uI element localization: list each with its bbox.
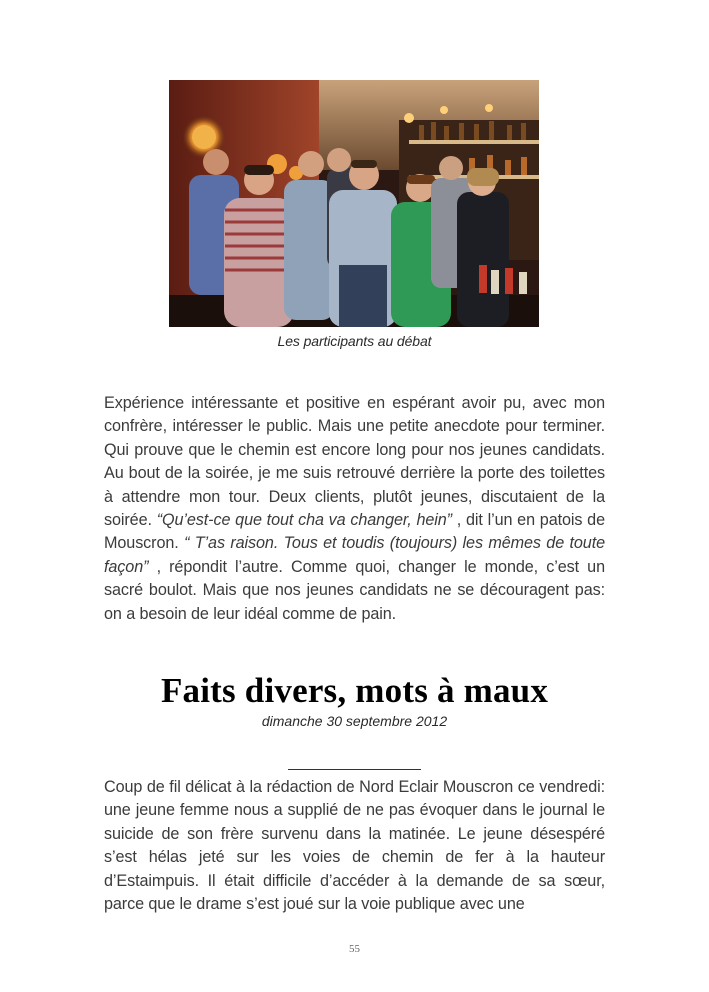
quote: “ T’as raison. Tous et toudis (toujours) les mêmes de toute façon” [104, 534, 606, 576]
paragraph-text: , dit l’un en patois de Mouscron. [104, 511, 605, 553]
page-number: 55 [349, 943, 360, 955]
article-title: Faits divers, mots à maux [160, 671, 549, 710]
article-date: dimanche 30 septembre 2012 [261, 713, 448, 729]
quote: “Qu’est-ce que tout cha va changer, hein” [156, 511, 452, 530]
article-paragraph: Coup de fil délicat à la rédaction de Nord Eclair Mouscron ce vendredi: une jeune femme nous a supplié de ne pas évoquer dans le journal le suicide de son frère survenu dans la matinée. Le jeune désespéré s’est hélas jeté sur les voies de chemin de fer à la hauteur d’Estaimpuis. Il était difficile d’accéder à la demande de sa sœur, parce que le drame s’est joué sur la voie publique avec une [104, 778, 605, 914]
article-paragraph [104, 392, 605, 626]
paragraph-text: , répondit l’autre. Comme quoi, changer le monde, c’est un sacré boulot. Mais que nos jeunes candidats ne se découragent pas: on a besoin de leur idéal comme de pain. [104, 557, 605, 623]
paragraph-text: Expérience intéressante et positive en espérant avoir pu, avec mon confrère, intéresser le public. Mais une petite anecdote pour terminer. Qui prouve que le chemin est encore long pour nos jeunes candidats. Au bout de la soirée, je me suis retrouvé derrière la porte des toilettes à attendre mon tour. Deux clients, plutôt jeunes, discutaient de la soirée. [104, 394, 605, 530]
group-photo [169, 80, 539, 327]
divider [288, 769, 421, 770]
photo-caption: Les participants au débat [277, 333, 432, 349]
